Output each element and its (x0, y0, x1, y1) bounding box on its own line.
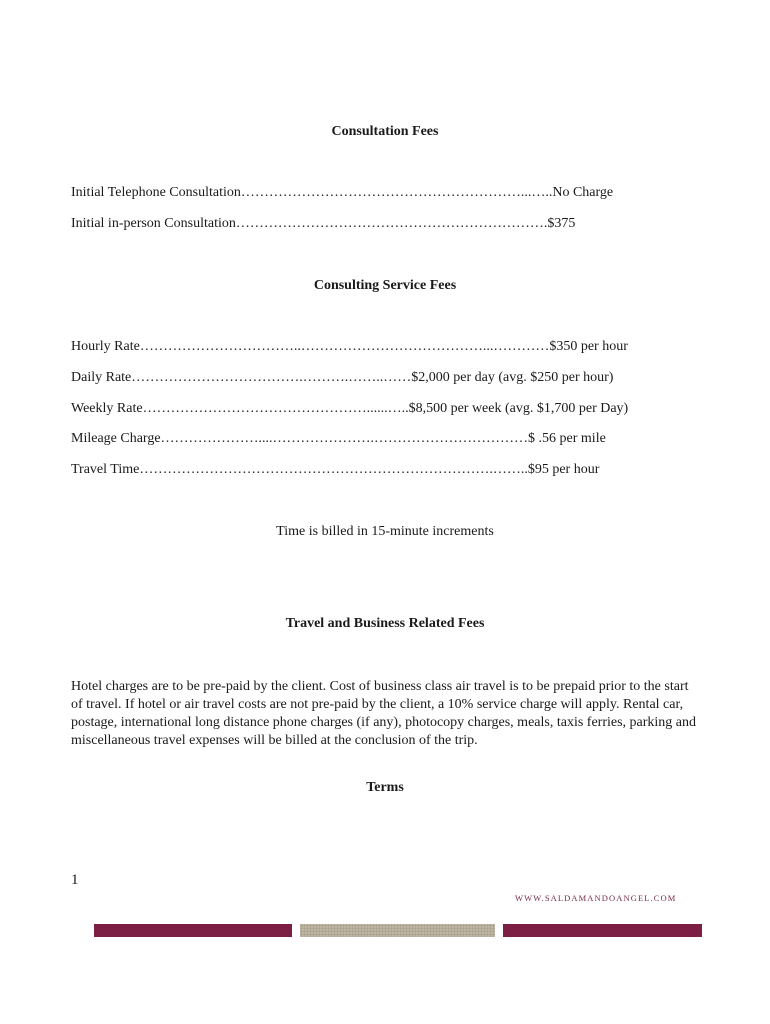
fee-line-hourly-rate: Hourly Rate……………………………..…………………………………...…………$350 per hour (71, 339, 628, 354)
fee-line-weekly-rate: Weekly Rate…………………………………………......…..$8,500 per week (avg. $1,700 per Day) (71, 401, 629, 416)
fee-line-daily-rate: Daily Rate……………………………….……….……..……$2,000 per day (avg. $250 per hour) (71, 370, 614, 385)
consulting-service-fees-heading: Consulting Service Fees (313, 278, 457, 293)
footer-bar-left (94, 924, 292, 937)
consultation-fees-heading: Consultation Fees (331, 124, 439, 139)
page-number: 1 (71, 872, 79, 888)
terms-heading: Terms (366, 780, 404, 795)
travel-fees-paragraph: Hotel charges are to be pre-paid by the client. Cost of business class air travel is to be prepaid prior to the start of travel. If hotel or air travel costs are not pre-paid by the client, a 10% service charge will apply. Rental car, postage, international long distance phone charges (if any), photocopy charges, meals, taxis ferries, parking and miscellaneous travel expenses will be billed at the conclusion of the trip. (71, 679, 697, 748)
footer-bar-right (503, 924, 702, 937)
fee-line-inperson-consultation: Initial in-person Consultation………………………………………………………….$375 (71, 216, 576, 231)
footer-bar-middle (300, 924, 495, 937)
fee-line-travel-time: Travel Time………………………………………………………………….……..$95 per hour (71, 462, 600, 477)
billing-increment-note: Time is billed in 15-minute increments (276, 524, 494, 539)
website-url: WWW.SALDAMANDOANGEL.COM (515, 893, 677, 903)
travel-business-fees-heading: Travel and Business Related Fees (285, 616, 485, 631)
fee-line-telephone-consultation: Initial Telephone Consultation……………………………………………………...…..No Charge (71, 185, 614, 200)
fee-line-mileage-charge: Mileage Charge…………………....………………….……………………………$ .56 per mile (71, 431, 606, 446)
